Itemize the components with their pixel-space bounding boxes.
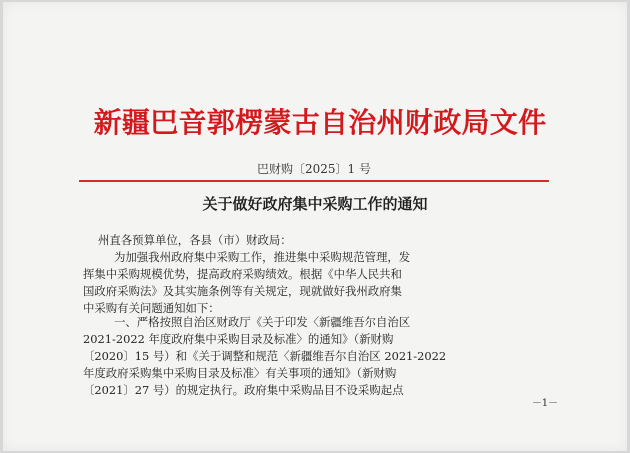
body-text-line: 中采购有关问题通知如下： xyxy=(83,301,220,315)
body-text-line: 年度政府采购集中采购目录及标准〉有关事项的通知》（新财购 xyxy=(83,366,397,380)
document-header-title: 新疆巴音郭楞蒙古自治州财政局文件 xyxy=(93,106,547,139)
body-text-line: 〔2021〕27 号）的规定执行。政府集中采购品目不设采购起点 xyxy=(83,383,404,397)
body-text-line: 为加强我州政府集中采购工作，推进集中采购规范管理，发 xyxy=(114,250,411,264)
body-text-line: 2021-2022 年度政府集中采购目录及标准〉的通知》（新财购 xyxy=(83,332,394,346)
body-text-line: 挥集中采购规模优势，提高政府采购绩效。根据《中华人民共和 xyxy=(83,267,402,281)
body-text-line: 〔2020〕15 号）和《关于调整和规范〈新疆维吾尔自治区 2021-2022 xyxy=(83,349,447,363)
page-number: －1－ xyxy=(531,398,559,409)
document-number: 巴财购〔2025〕1 号 xyxy=(257,162,371,176)
body-salutation-line: 州直各预算单位，各县（市）财政局： xyxy=(98,233,292,247)
red-header-rule xyxy=(79,180,549,182)
body-text-line: 国政府采购法》及其实施条例等有关规定，现就做好我州政府集 xyxy=(83,284,402,298)
notice-title: 关于做好政府集中采购工作的通知 xyxy=(202,195,428,213)
body-text-line: 一、严格按照自治区财政厅《关于印发〈新疆维吾尔自治区 xyxy=(114,315,411,329)
